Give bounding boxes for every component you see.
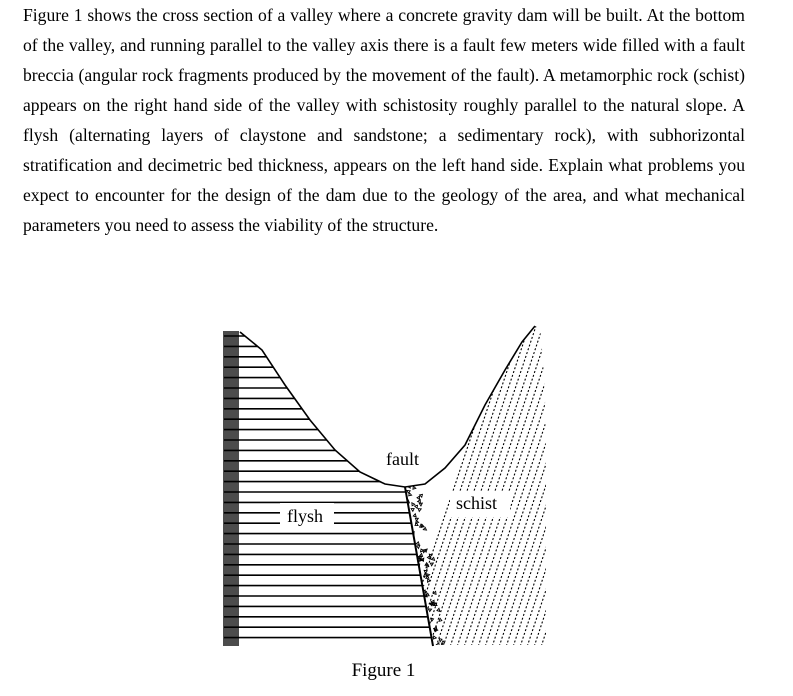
breccia-fragment [424,570,427,573]
schist-mark [505,320,615,650]
breccia-fragment [411,509,414,512]
breccia-fragment [437,608,440,611]
flysh-label: flysh [287,506,323,526]
schist-mark [526,320,636,650]
breccia-fragment [439,618,442,621]
breccia-fragment [417,496,420,499]
schist-mark [470,320,580,650]
breccia-fragment [416,520,419,523]
breccia-fragment [412,503,415,506]
breccia-fragment [417,545,420,548]
breccia-fragment [413,486,416,489]
breccia-fragment [420,494,423,497]
schist-mark [512,320,622,650]
schist-schistosity-marks [400,320,664,650]
schist-label: schist [456,493,498,513]
schist-mark [463,320,573,650]
schist-mark [533,320,643,650]
breccia-fragment [416,542,419,545]
breccia-fragment [441,643,444,646]
breccia-fragment [415,505,418,508]
breccia-fragment [423,550,426,553]
breccia-fragment [428,609,431,612]
breccia-fragment [431,618,434,621]
breccia-fragment [413,514,416,517]
schist-mark [484,320,594,650]
schist-mark [540,320,650,650]
schist-mark [519,320,629,650]
figure-caption-text: Figure 1 [351,660,416,681]
breccia-fragment [429,554,432,557]
breccia-fragment [419,503,422,506]
fault-label: fault [386,449,419,469]
breccia-fragment [430,563,433,566]
breccia-fragment [439,639,442,642]
breccia-fragment [418,509,421,512]
breccia-fragment [431,557,434,560]
schist-mark [456,320,566,650]
schist-mark [547,320,657,650]
question-paragraph: Figure 1 shows the cross section of a valley where a concrete gravity dam will be built. At the bottom of the valley, and running parallel to the valley axis there is a fault few meters wide filled with a fault breccia (angular rock fragments produced by the movement of the fault). A metamorphic rock (schist) appears on the right hand side of the valley with schistosity roughly parallel to the natural slope. A flysh (alternating layers of claystone and sandstone; a sedimentary rock), with subhorizontal stratification and decimetric bed thickness, appears on the left hand side. Explain what problems you expect to encounter for the design of the dam due to the geology of the area, and what mechanical parameters you need to assess the viability of the structure. [23,5,745,235]
schist-mark [498,320,608,650]
breccia-fragment [409,493,412,496]
breccia-fragment [427,574,430,577]
breccia-fragment [418,500,421,503]
breccia-fragment [436,643,439,646]
schist-mark [554,320,664,650]
figure-caption [0,660,793,682]
schist-mark [491,320,601,650]
breccia-fragment [423,527,426,530]
breccia-fragment [433,636,436,639]
schist-mark [477,320,587,650]
